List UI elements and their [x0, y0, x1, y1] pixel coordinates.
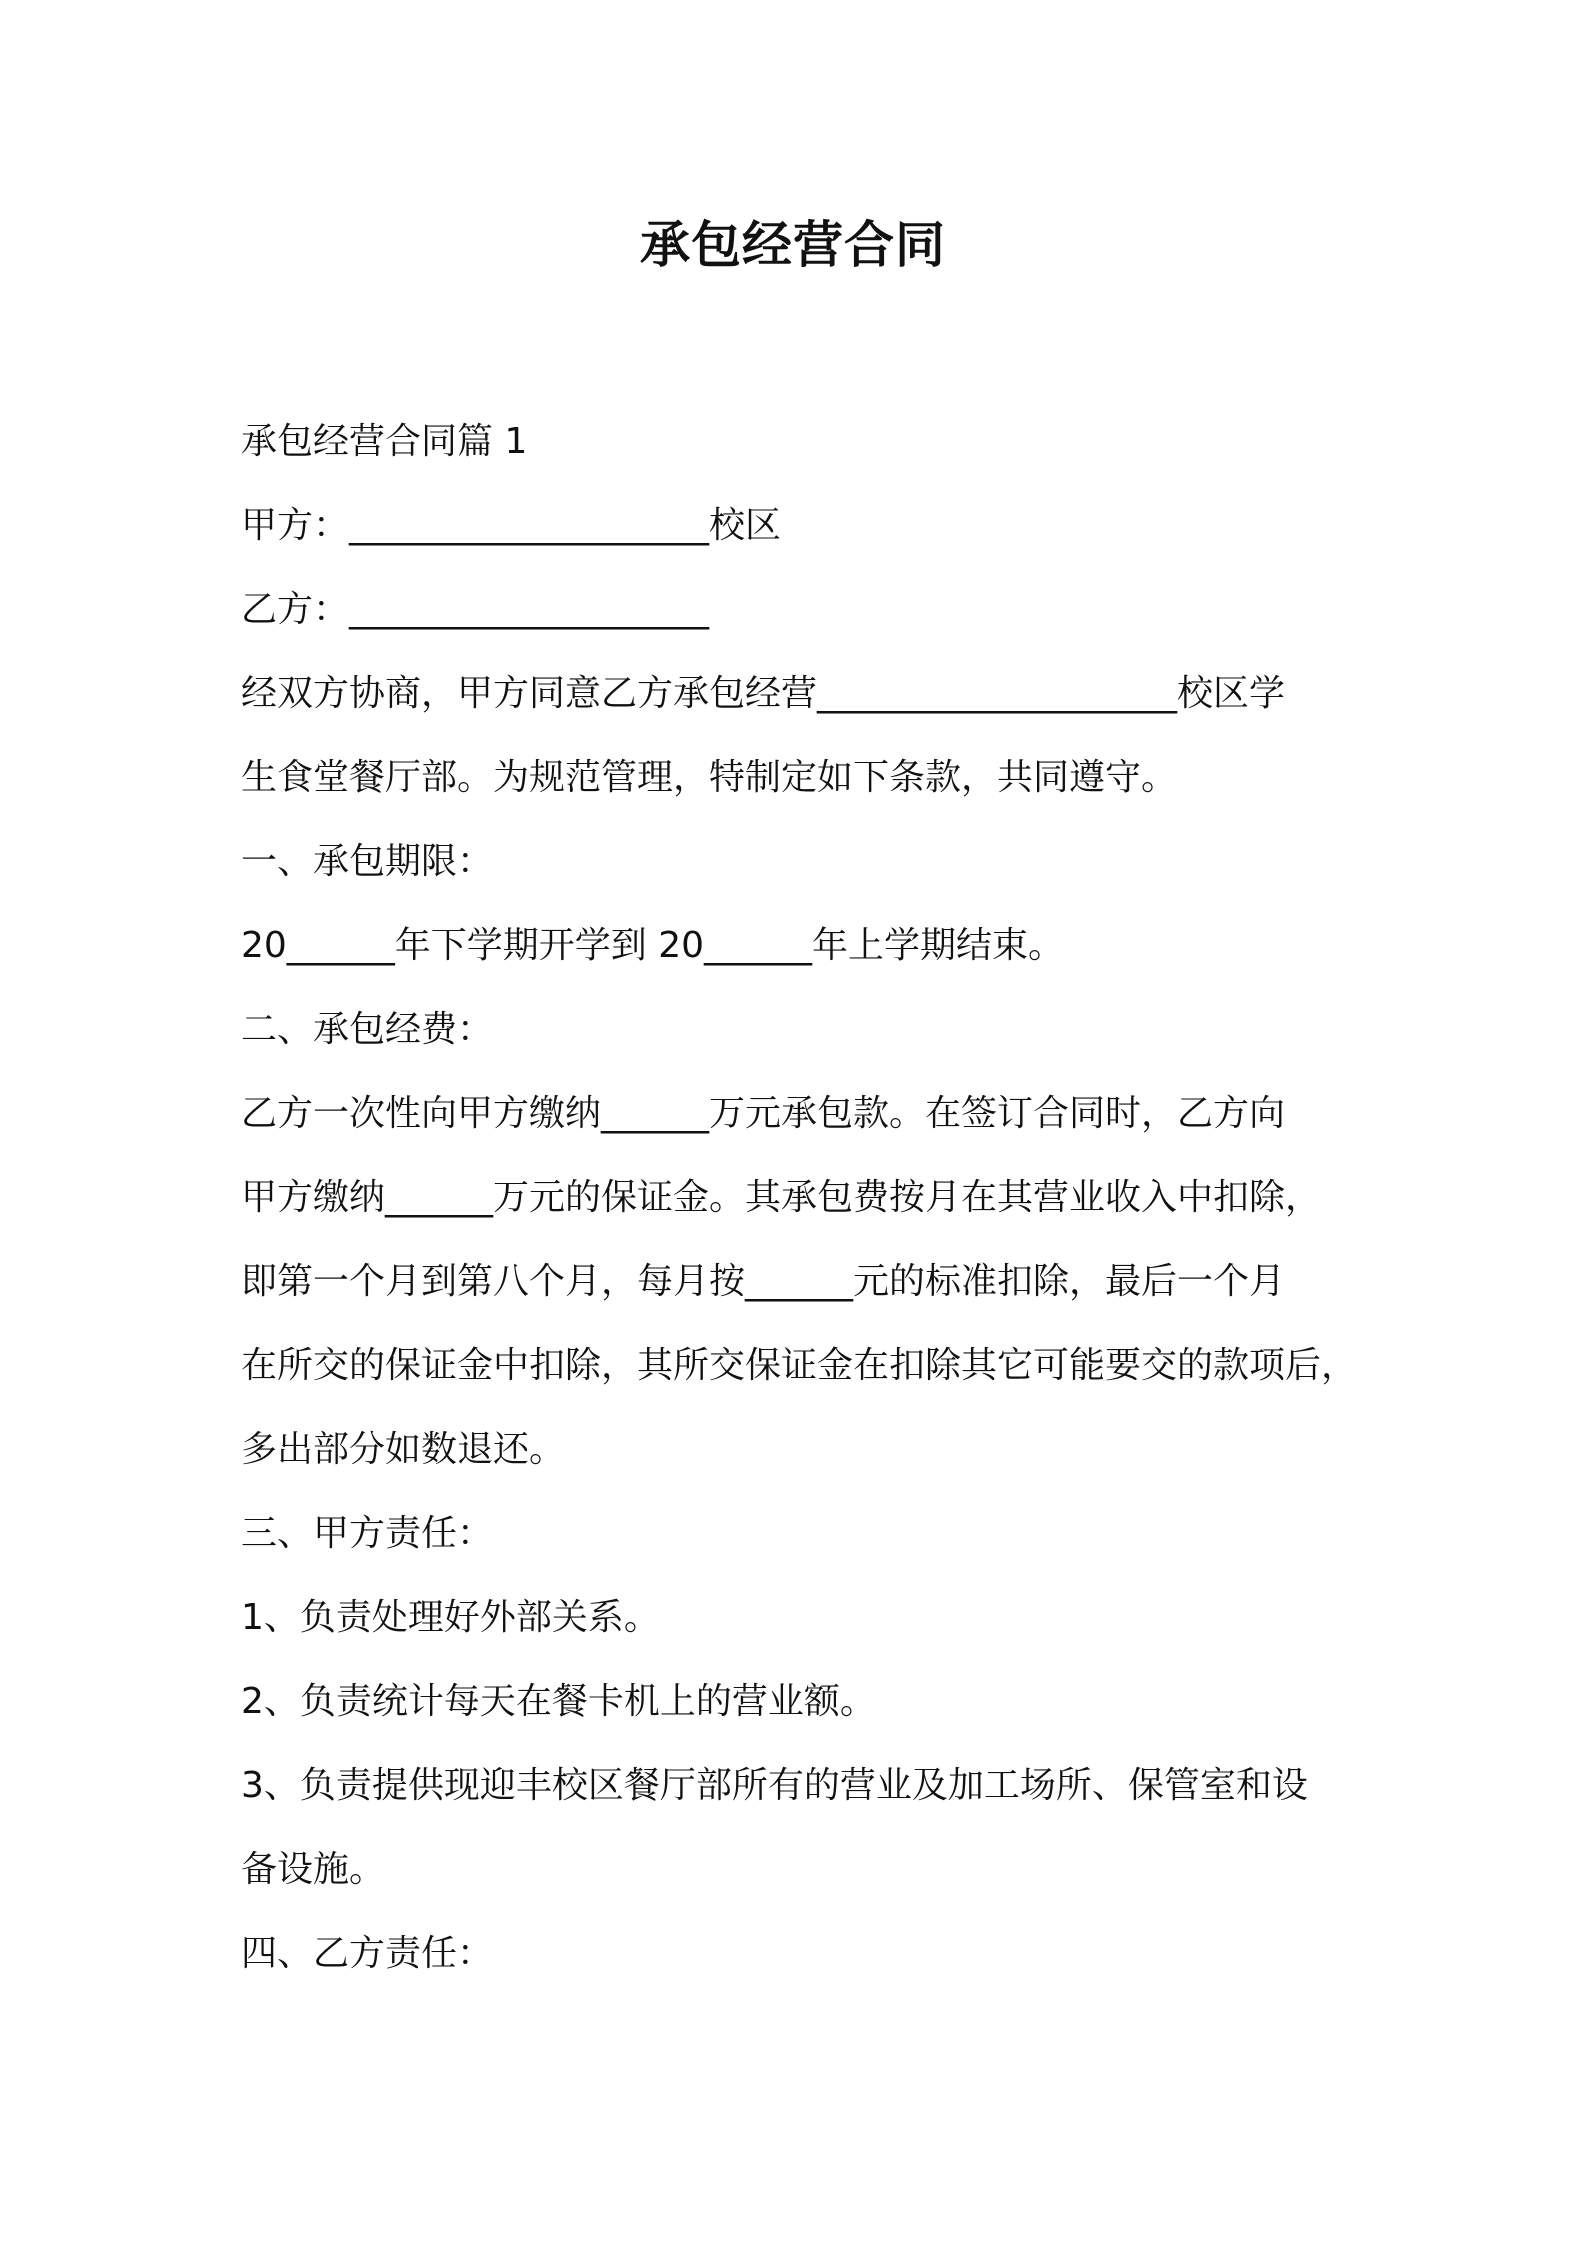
paragraph-line: 经双方协商，甲方同意乙方承包经营____________________校区学 — [241, 673, 1286, 714]
list-item: 2、负责统计每天在餐卡机上的营业额。 — [241, 1681, 876, 1722]
clause-heading-fees: 二、承包经费： — [241, 1009, 494, 1050]
document-body — [241, 400, 1371, 1996]
paragraph-line: 乙方一次性向甲方缴纳______万元承包款。在签订合同时，乙方向 — [241, 1093, 1286, 1134]
section-heading-part-1: 承包经营合同篇 1 — [241, 421, 528, 462]
paragraph-line: 20______年下学期开学到 20______年上学期结束。 — [241, 925, 1065, 966]
paragraph-line: 在所交的保证金中扣除，其所交保证金在扣除其它可能要交的款项后， — [241, 1345, 1358, 1386]
list-item-continuation: 备设施。 — [241, 1849, 386, 1890]
clause-heading-party-a-duties: 三、甲方责任： — [241, 1513, 494, 1554]
document-title: 承包经营合同 — [640, 216, 946, 274]
paragraph-line: 即第一个月到第八个月，每月按______元的标准扣除，最后一个月 — [241, 1261, 1286, 1302]
party-a-line: 甲方：____________________校区 — [241, 505, 782, 546]
party-b-line: 乙方：____________________ — [241, 589, 710, 630]
clause-heading-term: 一、承包期限： — [241, 841, 494, 882]
list-item: 1、负责处理好外部关系。 — [241, 1597, 660, 1638]
clause-heading-party-b-duties: 四、乙方责任： — [241, 1933, 494, 1974]
paragraph-line: 甲方缴纳______万元的保证金。其承包费按月在其营业收入中扣除， — [241, 1177, 1322, 1218]
paragraph-line: 多出部分如数退还。 — [241, 1429, 566, 1470]
paragraph-line: 生食堂餐厅部。为规范管理，特制定如下条款，共同遵守。 — [241, 757, 1178, 798]
list-item: 3、负责提供现迎丰校区餐厅部所有的营业及加工场所、保管室和设 — [241, 1765, 1308, 1806]
